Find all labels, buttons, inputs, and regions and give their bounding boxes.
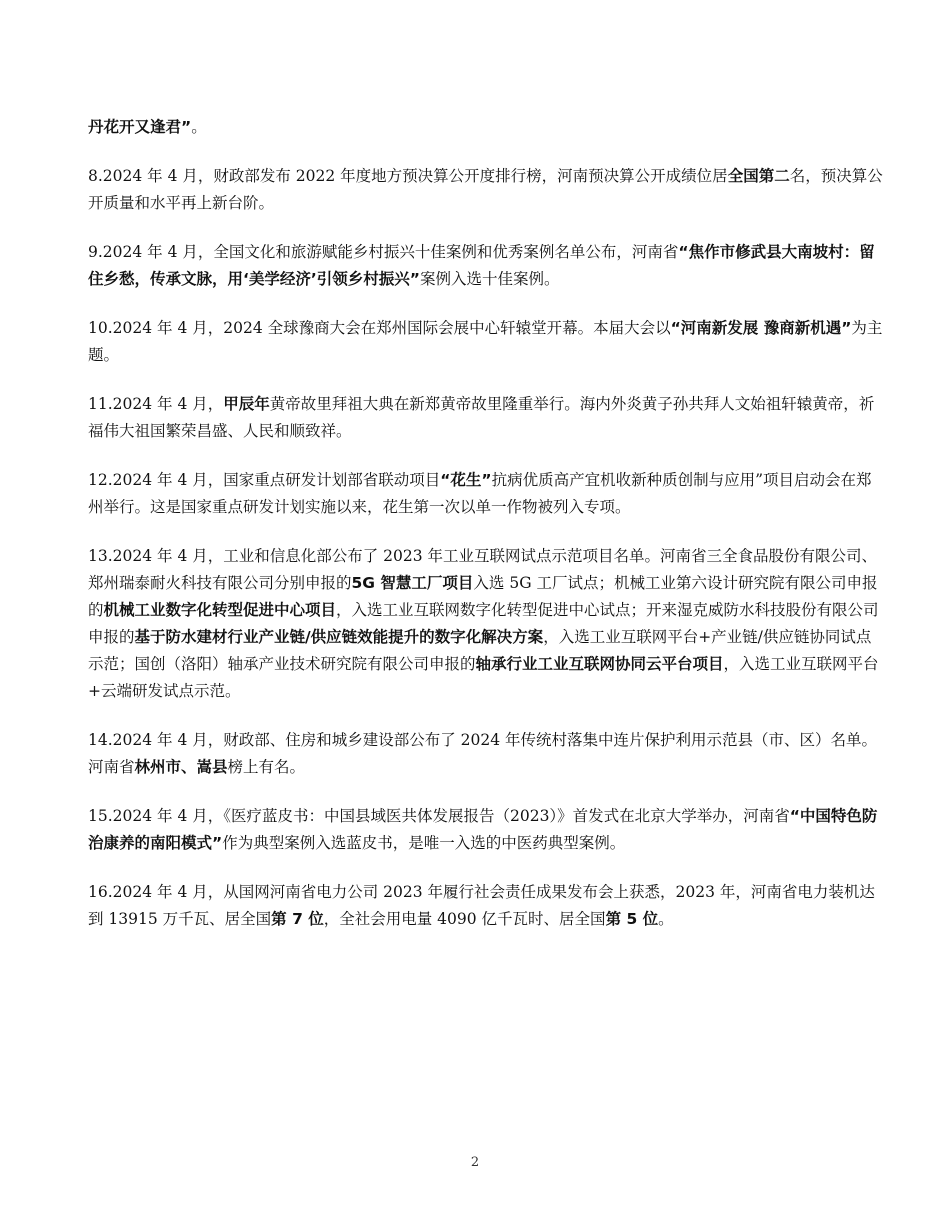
bold-text: 第 7 位 <box>271 910 324 928</box>
text-segment: 案例入选十佳案例。 <box>419 270 560 288</box>
text-segment: 黄帝故里拜祖大典在新郑黄帝故里隆重举行。海内外炎黄子孙共拜人文始祖轩辕黄帝，祈福伟大祖国繁荣昌盛、人民和顺致祥。 <box>88 395 875 440</box>
text-segment: 作为典型案例入选蓝皮书，是唯一入选的中医药典型案例。 <box>222 834 626 852</box>
text-segment: ，入选工业互联网平台+产业链/供应链协同试点示范；国创（洛阳）轴承产业技术研究院有限公司申报的 <box>88 628 872 673</box>
text-segment: 8.2024 年 4 月，财政部发布 2022 年度地方预决算公开度排行榜，河南预决算公开成绩位居 <box>88 167 728 185</box>
text-segment: 榜上有名。 <box>227 758 306 776</box>
text-segment: 14.2024 年 4 月，财政部、住房和城乡建设部公布了 2024 年传统村落集中连片保护利用示范县（市、区）名单。河南省 <box>88 731 878 776</box>
text-segment: 为主题。 <box>88 319 883 364</box>
paragraph-0 <box>88 114 884 141</box>
bold-text: 甲辰年 <box>223 395 270 413</box>
bold-text: 5G 智慧工厂项目 <box>351 574 474 592</box>
bold-text: “中国特色防治康养的南阳模式” <box>88 807 878 852</box>
text-segment: 名，预决算公开质量和水平再上新台阶。 <box>88 167 883 212</box>
paragraph-9 <box>88 879 884 933</box>
text-segment: 12.2024 年 4 月，国家重点研发计划部省联动项目 <box>88 471 441 489</box>
bold-text: 林州市、嵩县 <box>134 758 228 776</box>
bold-text: 丹花开又逢君” <box>88 118 192 136</box>
text-segment: 。 <box>658 910 674 928</box>
bold-text: “焦作市修武县大南坡村：留住乡愁，传承文脉，用‘美学经济’引领乡村振兴” <box>88 243 875 288</box>
page-body <box>88 114 884 955</box>
page-number: 2 <box>470 1155 480 1170</box>
paragraph-1 <box>88 163 884 217</box>
text-segment: 15.2024 年 4 月，《医疗蓝皮书：中国县域医共体发展报告（2023）》首发式在北京大学举办，河南省 <box>88 807 790 825</box>
bold-text: “花生” <box>440 471 492 489</box>
text-segment: 13.2024 年 4 月，工业和信息化部公布了 2023 年工业互联网试点示范项目名单。河南省三全食品股份有限公司、郑州瑞泰耐火科技有限公司分别申报的 <box>88 547 878 592</box>
bold-text: 第 5 位 <box>605 910 659 928</box>
text-segment: 。 <box>191 118 207 136</box>
text-segment: 16.2024 年 4 月，从国网河南省电力公司 2023 年履行社会责任成果发布会上获悉，2023 年，河南省电力装机达到 13915 万千瓦、居全国 <box>88 883 875 928</box>
paragraph-6 <box>88 543 884 705</box>
bold-text: 全国第二 <box>727 167 790 185</box>
text-segment: 抗病优质高产宜机收新种质创制与应用”项目启动会在郑州举行。这是国家重点研发计划实施以来，花生第一次以单一作物被列入专项。 <box>88 471 872 516</box>
bold-text: 机械工业数字化转型促进中心项目 <box>103 601 337 619</box>
bold-text: 轴承行业工业互联网协同云平台项目 <box>475 655 724 673</box>
text-segment: ，入选工业互联网数字化转型促进中心试点；开来湿克威防水科技股份有限公司申报的 <box>88 601 879 646</box>
text-segment: 入选 5G 工厂试点；机械工业第六设计研究院有限公司申报的 <box>88 574 878 619</box>
text-segment: 10.2024 年 4 月，2024 全球豫商大会在郑州国际会展中心轩辕堂开幕。本届大会以 <box>88 319 671 337</box>
bold-text: “河南新发展 豫商新机遇” <box>670 319 852 337</box>
text-segment: 9.2024 年 4 月，全国文化和旅游赋能乡村振兴十佳案例和优秀案例名单公布，河南省 <box>88 243 679 261</box>
text-segment: 11.2024 年 4 月， <box>88 395 224 413</box>
paragraph-2 <box>88 239 884 293</box>
text-segment: ，入选工业互联网平台+云端研发试点示范。 <box>88 655 879 700</box>
bold-text: 基于防水建材行业产业链/供应链效能提升的数字化解决方案 <box>134 628 544 646</box>
paragraph-4 <box>88 391 884 445</box>
paragraph-5 <box>88 467 884 521</box>
text-segment: ，全社会用电量 4090 亿千瓦时、居全国 <box>323 910 606 928</box>
paragraph-7 <box>88 727 884 781</box>
paragraph-8 <box>88 803 884 857</box>
paragraph-3 <box>88 315 884 369</box>
